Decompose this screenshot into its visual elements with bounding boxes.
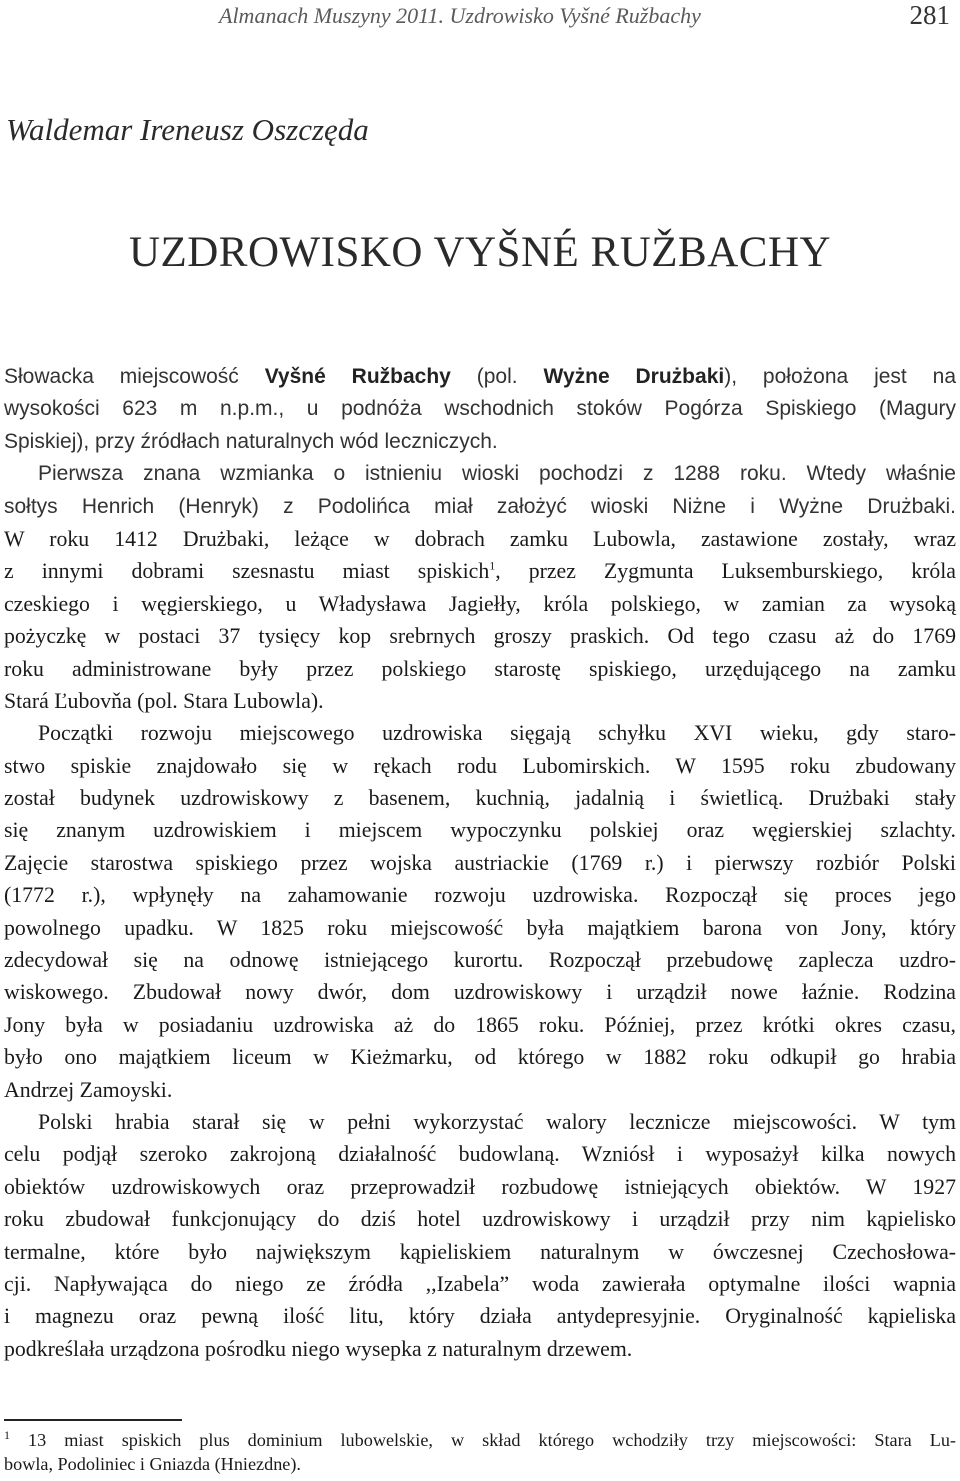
intro-line: Słowacka miejscowość Vyšné Ružbachy (pol. Wyżne Drużbaki), położona jest na xyxy=(4,365,956,388)
article-title: UZDROWISKO VYŠNÉ RUŽBACHY xyxy=(128,229,832,276)
footnote-divider xyxy=(4,1419,182,1421)
paragraph-line: celu podjął szeroko zakrojoną działalność budowlaną. Wzniósł i wyposażył kilka nowych xyxy=(4,1142,956,1167)
place-name-slovak: Vyšné Ružbachy xyxy=(264,365,451,388)
author-name: Waldemar Ireneusz Oszczęda xyxy=(6,112,369,147)
intro-line: Pierwsza znana wzmianka o istnieniu wioski pochodzi z 1288 roku. Wtedy właśnie xyxy=(38,462,956,486)
paragraph-line: obiektów uzdrowiskowych oraz przeprowadził rozbudowę istniejących obiektów. W 1927 xyxy=(4,1174,956,1199)
paragraph-line: Jony była w posiadaniu uzdrowiska aż do 1865 roku. Później, przez krótki okres czasu, xyxy=(4,1012,956,1037)
footnote-reference[interactable]: 1 xyxy=(489,559,496,574)
footnote-line: $^1$ 13 miast spiskich plus dominium lubowelskie, w skład którego wchodziły trzy miejscowości: Stara Lu- xyxy=(4,1427,956,1450)
running-head: Almanach Muszyny 2011. Uzdrowisko Vyšné Ružbachy xyxy=(219,3,701,28)
intro-line: Spiskiej), przy źródłach naturalnych wód leczniczych. xyxy=(4,429,498,453)
paragraph-line: wiskowego. Zbudował nowy dwór, dom uzdrowiskowy i urządził nowe łaźnie. Rodzina xyxy=(4,980,956,1005)
paragraph-line: termalne, które było największym kąpieliskiem naturalnym w ówczesnej Czechosłowa- xyxy=(4,1239,956,1264)
paragraph-line: Zajęcie starostwa spiskiego przez wojska austriackie (1769 r.) i pierwszy rozbiór Polski xyxy=(4,850,956,875)
paragraph-line: i magnezu oraz pewną ilość litu, który działa antydepresyjnie. Oryginalność kąpieliska xyxy=(4,1304,956,1329)
paragraph-line: zdecydował się na odnowę istniejącego kurortu. Rozpoczął przebudowę zaplecza uzdro- xyxy=(4,948,956,973)
paragraph-line: roku administrowane były przez polskiego starostę spiskiego, urzędującego na zamku xyxy=(4,656,956,681)
paragraph-line: W roku 1412 Drużbaki, leżące w dobrach zamku Lubowla, zastawione zostały, wraz xyxy=(4,526,956,551)
intro-line: sołtys Henrich (Henryk) z Podolińca miał założyć wioski Niżne i Wyżne Drużbaki. xyxy=(4,494,956,518)
paragraph-line: cji. Napływająca do niego ze źródła ,,Izabela” woda zawierała optymalne ilości wapnia xyxy=(4,1271,956,1296)
paragraph-line: podkreślała urządzona pośrodku niego wysepka z naturalnym drzewem. xyxy=(4,1336,633,1361)
paragraph-line: czeskiego i węgierskiego, u Władysława Jagiełły, króla polskiego, w zamian za wysoką xyxy=(4,591,956,616)
paragraph-line: (1772 r.), wpłynęły na zahamowanie rozwoju uzdrowiska. Rozpoczął się proces jego xyxy=(4,883,956,908)
paragraph-line: Początki rozwoju miejscowego uzdrowiska sięgają schyłku XVI wieku, gdy staro- xyxy=(38,721,956,746)
paragraph-line: powolnego upadku. W 1825 roku miejscowość była majątkiem barona von Jony, który xyxy=(4,915,956,940)
paragraph-line: Andrzej Zamoyski. xyxy=(4,1077,173,1102)
footnote-line: bowla, Podoliniec i Gniazda (Hniezdne). xyxy=(4,1454,301,1474)
intro-line: wysokości 623 m n.p.m., u podnóża wschodnich stoków Pogórza Spiskiego (Magury xyxy=(4,397,956,421)
paragraph-line: się znanym uzdrowiskiem i miejscem wypoczynku polskiej oraz węgierskiej szlachty. xyxy=(4,818,956,843)
page-number: 281 xyxy=(909,0,950,30)
paragraph-line: z innymi dobrami szesnastu miast spiskich$^1$, przez Zygmunta Luksemburskiego, króla xyxy=(4,559,956,584)
paragraph-line: został budynek uzdrowiskowy z basenem, kuchnią, jadalnią i świetlicą. Drużbaki stały xyxy=(4,786,956,811)
page-header xyxy=(0,0,960,40)
article-body xyxy=(4,361,956,1365)
paragraph-line: Polski hrabia starał się w pełni wykorzystać walory lecznicze miejscowości. W tym xyxy=(38,1109,956,1134)
paragraph-line: roku zbudował funkcjonujący do dziś hotel uzdrowiskowy i urządził przy nim kąpielisko xyxy=(4,1207,956,1232)
paragraph-line: stwo spiskie znajdowało się w rękach rodu Lubomirskich. W 1595 roku zbudowany xyxy=(4,753,956,778)
paragraph-line: pożyczkę w postaci 37 tysięcy kop srebrnych groszy praskich. Od tego czasu aż do 1769 xyxy=(4,624,956,649)
footnote xyxy=(4,1428,956,1476)
paragraph-line: było ono majątkiem liceum w Kieżmarku, od którego w 1882 roku odkupił go hrabia xyxy=(4,1045,956,1070)
paragraph-line: Stará Ľubovňa (pol. Stara Lubowla). xyxy=(4,688,324,713)
place-name-polish: Wyżne Drużbaki xyxy=(543,365,725,388)
footnote-marker: 1 xyxy=(4,1427,10,1442)
